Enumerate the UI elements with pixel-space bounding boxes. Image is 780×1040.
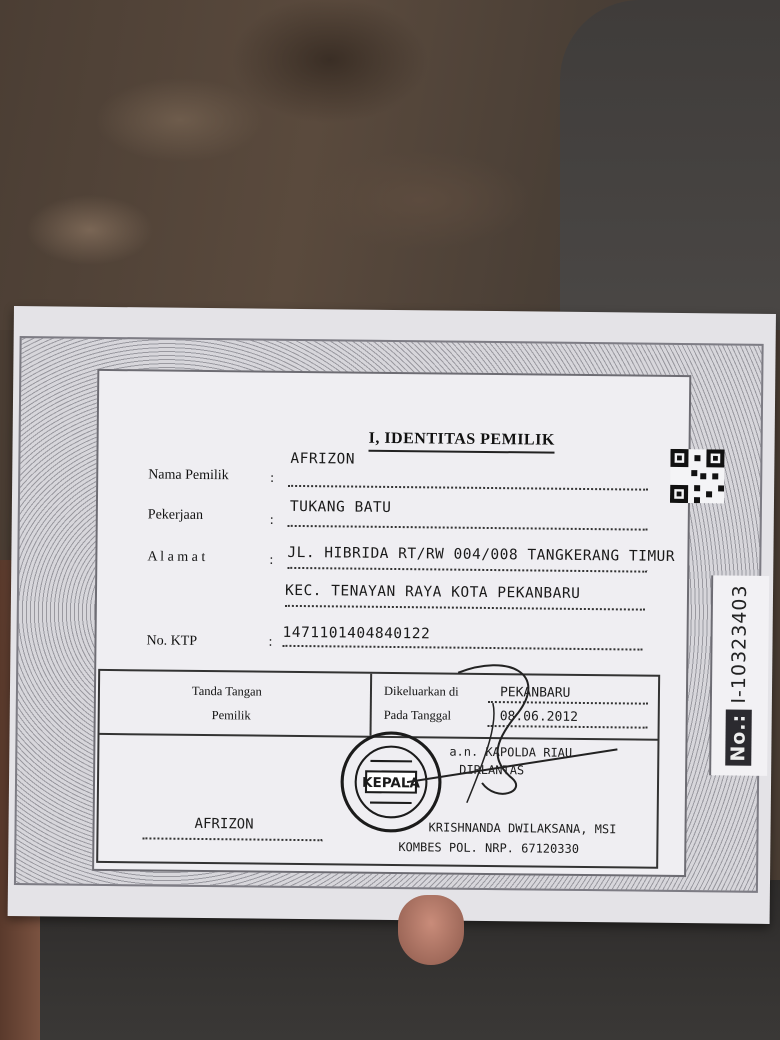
an-kapolda-text: a.n. KAPOLDA RIAU bbox=[449, 744, 573, 760]
alamat-label: A l a m a t bbox=[147, 549, 206, 566]
dirlantas-text: DIRLANTAS bbox=[459, 762, 525, 778]
page-title: I, IDENTITAS PEMILIK bbox=[368, 430, 554, 454]
dikeluarkan-label: Dikeluarkan di bbox=[383, 683, 459, 699]
bpkb-document-card bbox=[8, 306, 776, 924]
official-signature-icon bbox=[397, 652, 659, 815]
dotted-line bbox=[142, 837, 322, 841]
no-ktp-value: 1471101404840122 bbox=[282, 624, 431, 643]
colon: : bbox=[269, 512, 274, 528]
owner-signature: AFRIZON bbox=[194, 815, 254, 833]
colon: : bbox=[269, 552, 274, 568]
serial-value: I-10323403 bbox=[727, 584, 752, 704]
alamat-line-1: JL. HIBRIDA RT/RW 004/008 TANGKERANG TIMUR bbox=[287, 544, 676, 565]
dotted-line bbox=[287, 567, 647, 573]
officer-name: KRISHNANDA DWILAKSANA, MSI bbox=[428, 820, 617, 837]
dotted-line bbox=[288, 485, 648, 491]
alamat-line-2: KEC. TENAYAN RAYA KOTA PEKANBARU bbox=[284, 582, 581, 602]
dotted-line bbox=[282, 645, 642, 651]
dotted-line bbox=[285, 605, 645, 611]
tanggal-value: 08.06.2012 bbox=[499, 709, 579, 725]
tanggal-label: Pada Tanggal bbox=[383, 707, 452, 723]
serial-prefix: No.: bbox=[725, 710, 752, 766]
divider bbox=[370, 674, 373, 736]
officer-rank: KOMBES POL. NRP. 67120330 bbox=[398, 840, 580, 856]
tanda-tangan-label: Tanda Tangan bbox=[191, 683, 262, 699]
guilloche-border bbox=[14, 336, 764, 893]
colon: : bbox=[268, 634, 273, 650]
nama-pemilik-label: Nama Pemilik bbox=[148, 467, 229, 484]
nama-pemilik-value: AFRIZON bbox=[290, 450, 356, 468]
no-ktp-label: No. KTP bbox=[146, 633, 198, 649]
dikeluarkan-value: PEKANBARU bbox=[499, 685, 571, 701]
finger bbox=[398, 895, 464, 965]
background-shadow bbox=[560, 0, 780, 330]
pekerjaan-label: Pekerjaan bbox=[147, 507, 204, 523]
dotted-line bbox=[288, 525, 648, 531]
pemilik-label: Pemilik bbox=[211, 708, 251, 723]
pekerjaan-value: TUKANG BATU bbox=[289, 498, 392, 516]
colon: : bbox=[270, 470, 275, 486]
stamp-label: KEPALA bbox=[361, 774, 421, 792]
serial-number bbox=[723, 535, 755, 765]
qr-code-icon bbox=[670, 449, 725, 504]
